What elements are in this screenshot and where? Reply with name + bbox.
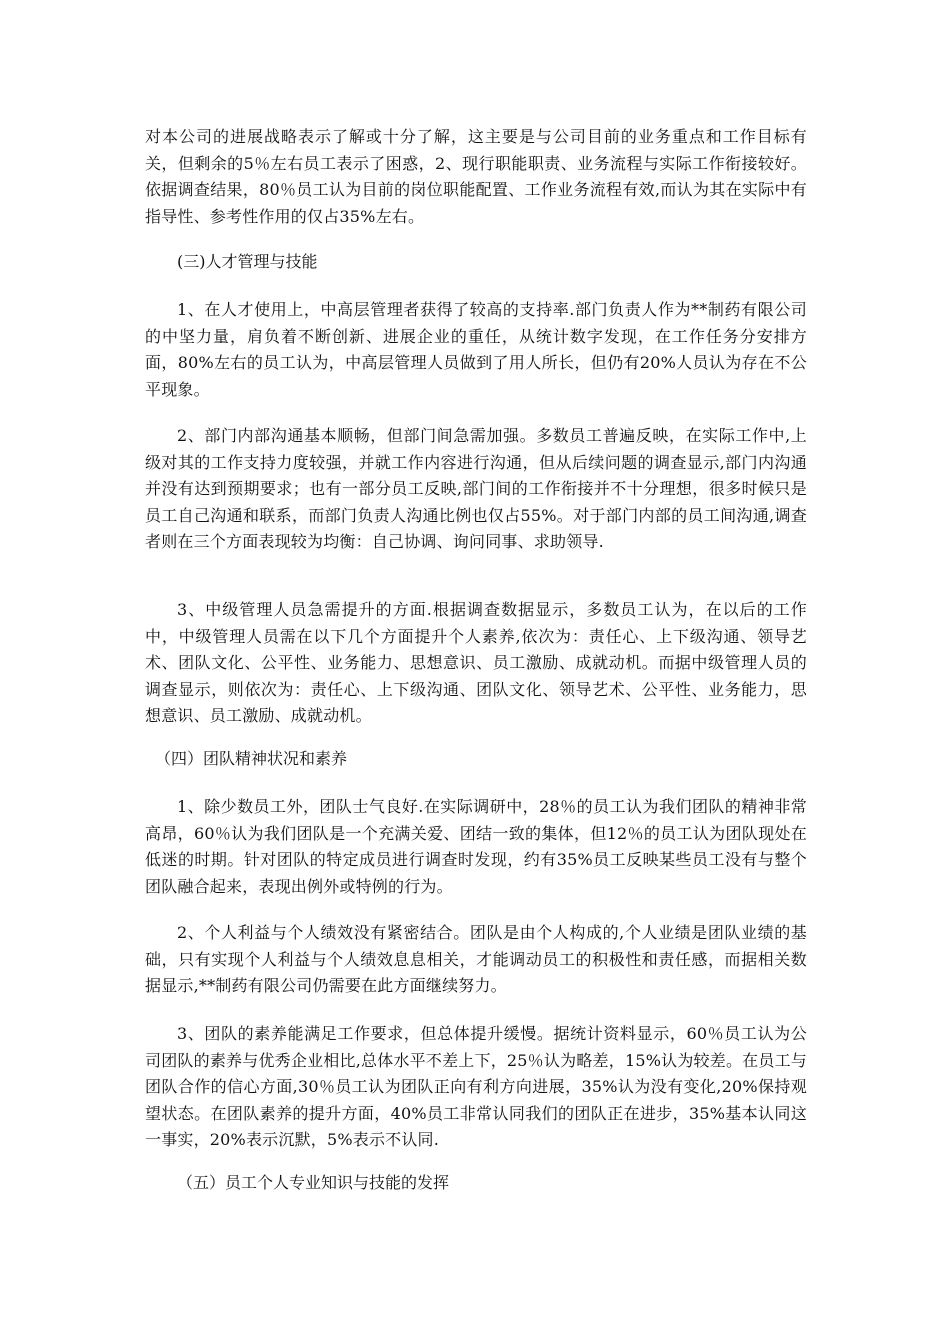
section-heading-5: （五）员工个人专业知识与技能的发挥 xyxy=(177,1173,450,1192)
paragraph-strategy-understanding: 对本公司的进展战略表示了解或十分了解，这主要是与公司目前的业务重点和工作目标有关，但剩余的5％左右员工表示了困惑，2、现行职能职责、业务流程与实际工作衔接较好。依据调查结果，80％员工认为目前的岗位职能配置、工作业务流程有效,而认为其在实际中有指导性、参考性作用的仅占35%左右。 xyxy=(145,127,807,226)
paragraph-middle-management: 3、中级管理人员急需提升的方面.根据调查数据显示，多数员工认为，在以后的工作中，中级管理人员需在以下几个方面提升个人素养,依次为：责任心、上下级沟通、领导艺术、团队文化、公平性、业务能力、思想意识、员工激励、成就动机。而据中级管理人员的调查显示，则依次为：责任心、上下级沟通、团队文化、领导艺术、公平性、业务能力，思想意识、员工激励、成就动机。 xyxy=(145,600,807,725)
paragraph-internal-communication: 2、部门内部沟通基本顺畅，但部门间急需加强。多数员工普遍反映，在实际工作中,上级对其的工作支持力度较强，并就工作内容进行沟通，但从后续问题的调查显示,部门内沟通并没有达到预期要求；也有一部分员工反映,部门间的工作衔接并不十分理想，很多时候只是员工自己沟通和联系，而部门负责人沟通比例也仅占55%。对于部门内部的员工间沟通,调查者则在三个方面表现较为均衡：自己协调、询问同事、求助领导. xyxy=(145,426,807,551)
paragraph-personal-interest: 2、个人利益与个人绩效没有紧密结合。团队是由个人构成的,个人业绩是团队业绩的基础，只有实现个人利益与个人绩效息息相关，才能调动员工的积极性和责任感，而据相关数据显示,**制药有限公司仍需要在此方面继续努力。 xyxy=(145,923,807,995)
paragraph-team-quality: 3、团队的素养能满足工作要求，但总体提升缓慢。据统计资料显示，60％员工认为公司团队的素养与优秀企业相比,总体水平不差上下，25％认为略差，15%认为较差。在员工与团队合作的信心方面,30％员工认为团队正向有利方向进展，35%认为没有变化,20%保持观望状态。在团队素养的提升方面，40%员工非常认同我们的团队正在进步，35%基本认同这一事实，20%表示沉默，5%表示不认同. xyxy=(145,1024,807,1149)
section-heading-4: （四）团队精神状况和素养 xyxy=(155,749,348,768)
paragraph-team-morale: 1、除少数员工外，团队士气良好.在实际调研中，28％的员工认为我们团队的精神非常高昂，60％认为我们团队是一个充满关爱、团结一致的集体，但12％的员工认为团队现处在低迷的时期。针对团队的特定成员进行调查时发现，约有35%员工反映某些员工没有与整个团队融合起来，表现出例外或特例的行为。 xyxy=(145,797,807,896)
paragraph-talent-usage: 1、在人才使用上，中高层管理者获得了较高的支持率.部门负责人作为**制药有限公司的中坚力量，肩负着不断创新、进展企业的重任，从统计数字发现，在工作任务分安排方面，80%左右的员工认为，中高层管理人员做到了用人所长，但仍有20%人员认为存在不公平现象。 xyxy=(145,300,807,399)
section-heading-3: (三)人才管理与技能 xyxy=(177,252,318,271)
